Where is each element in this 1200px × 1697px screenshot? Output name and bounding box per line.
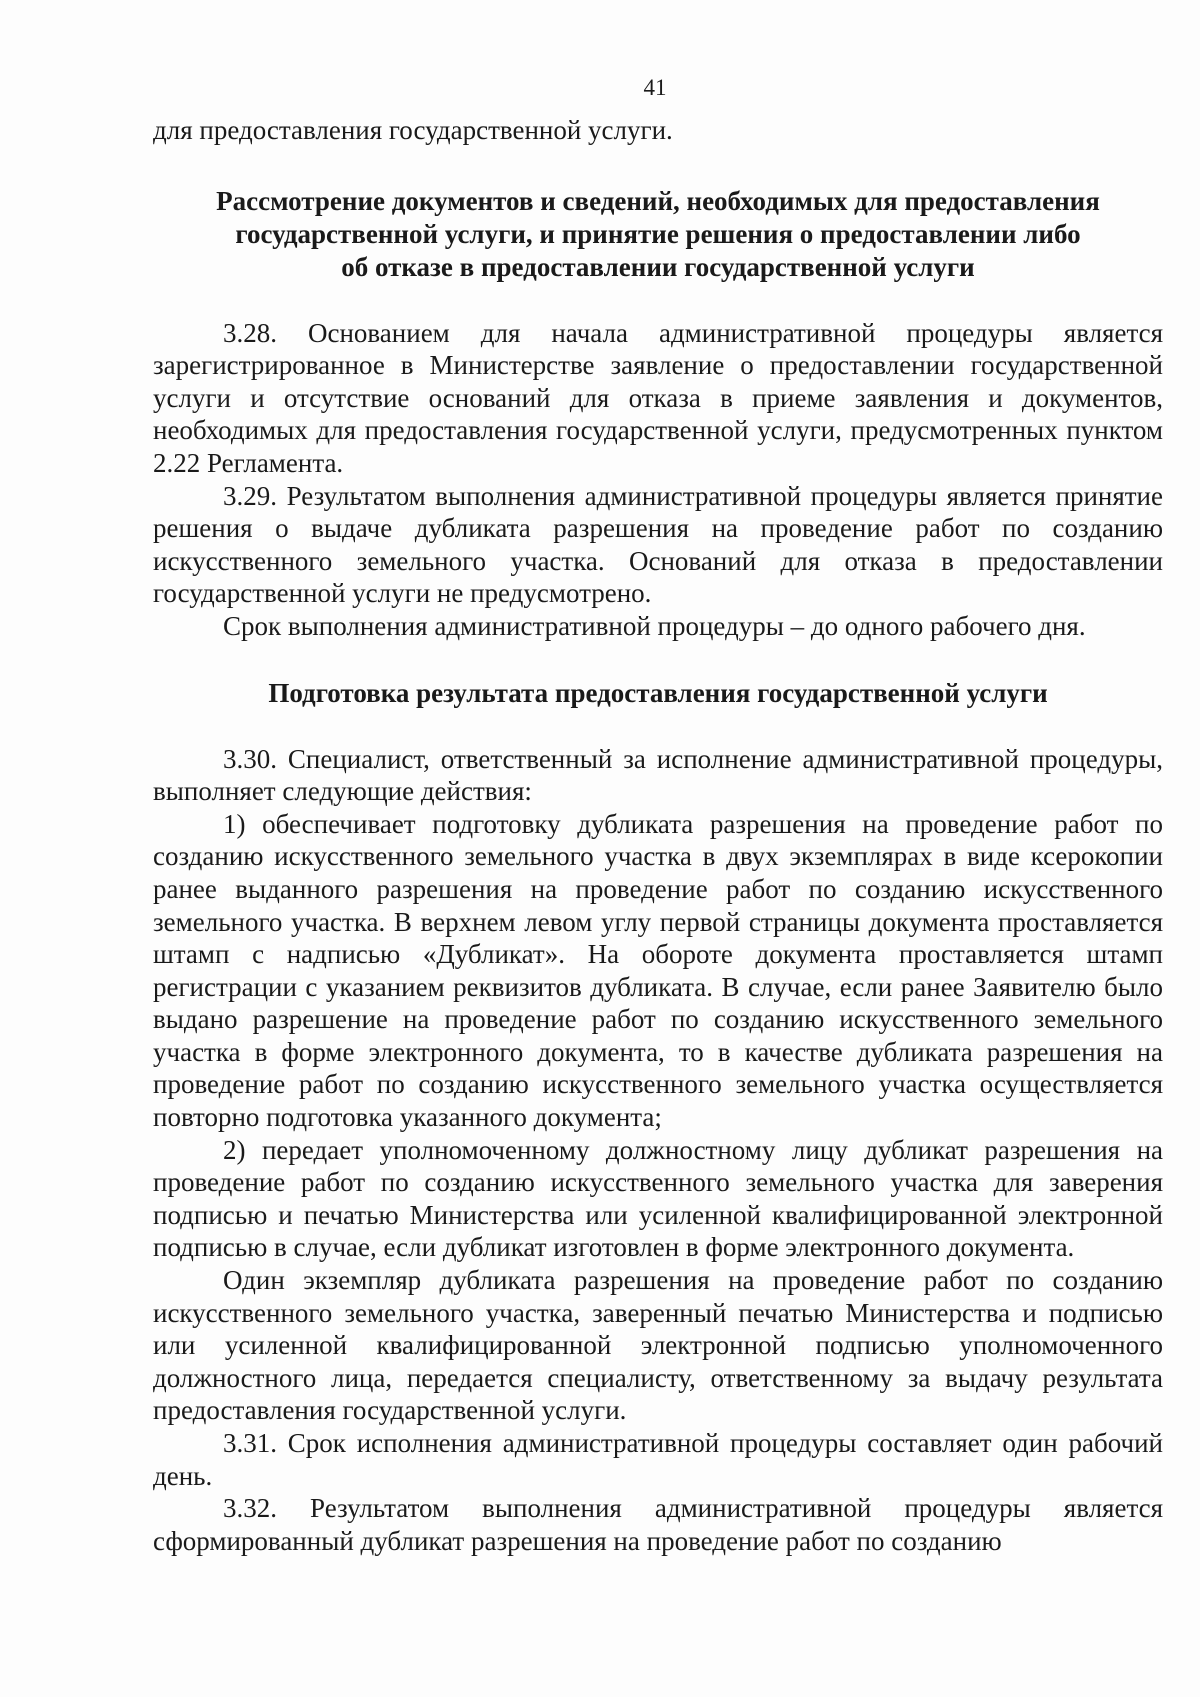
page-number: 41 xyxy=(643,75,667,100)
paragraph-action-1: 1) обеспечивает подготовку дубликата разрешения на проведение работ по созданию искусственного земельного участка в двух экземплярах в виде ксерокопии ранее выданного разрешения на проведение работ по созданию искусственного земельного участка. В верхнем левом углу первой страницы документа проставляется штамп с надписью «Дубликат». На обороте документа проставляется штамп регистрации с указанием реквизитов дубликата. В случае, если ранее Заявителю было выдано разрешение на проведение работ по созданию искусственного земельного участка в форме электронного документа, то в качестве дубликата разрешения на проведение работ по созданию искусственного земельного участка осуществляется повторно подготовка указанного документа; xyxy=(153,808,1163,1133)
document-body xyxy=(153,114,1163,1557)
paragraph-3-29: 3.29. Результатом выполнения административной процедуры является принятие решения о выдаче дубликата разрешения на проведение работ по созданию искусственного земельного участка. Оснований для отказа в предоставлении государственной услуги не предусмотрено. xyxy=(153,480,1163,609)
heading-line: государственной услуги, и принятие решения о предоставлении либо xyxy=(235,218,1081,249)
paragraph-copy-transfer: Один экземпляр дубликата разрешения на проведение работ по созданию искусственного земельного участка, заверенный печатью Министерства и подписью или усиленной квалифицированной электронной подписью уполномоченного должностного лица, передается специалисту, ответственному за выдачу результата предоставления государственной услуги. xyxy=(153,1265,1163,1426)
section-heading-review xyxy=(153,185,1163,284)
paragraph-3-30: 3.30. Специалист, ответственный за исполнение административной процедуры, выполняет следующие действия: xyxy=(153,743,1163,807)
paragraph-3-32: 3.32. Результатом выполнения административной процедуры является сформированный дубликат разрешения на проведение работ по созданию xyxy=(153,1493,1163,1556)
paragraph-3-31: 3.31. Срок исполнения административной процедуры составляет один рабочий день. xyxy=(153,1428,1163,1491)
section-heading-preparation xyxy=(153,677,1163,710)
heading-line: об отказе в предоставлении государственной услуги xyxy=(341,251,975,282)
lead-text: для предоставления государственной услуги. xyxy=(153,115,673,145)
heading-line: Подготовка результата предоставления государственной услуги xyxy=(268,677,1048,708)
paragraph-action-2: 2) передает уполномоченному должностному лицу дубликат разрешения на проведение работ по созданию искусственного земельного участка для заверения подписью и печатью Министерства или усиленной квалифицированной электронной подписью в случае, если дубликат изготовлен в форме электронного документа. xyxy=(153,1134,1163,1263)
paragraph-deadline: Срок выполнения административной процедуры – до одного рабочего дня. xyxy=(223,610,1086,641)
paragraph-3-28: 3.28. Основанием для начала административной процедуры является зарегистрированное в Министерстве заявление о предоставлении государственной услуги и отсутствие оснований для отказа в приеме заявления и документов, необходимых для предоставления государственной услуги, предусмотренных пунктом 2.22 Регламента. xyxy=(153,317,1163,478)
heading-line: Рассмотрение документов и сведений, необходимых для предоставления xyxy=(216,185,1100,216)
